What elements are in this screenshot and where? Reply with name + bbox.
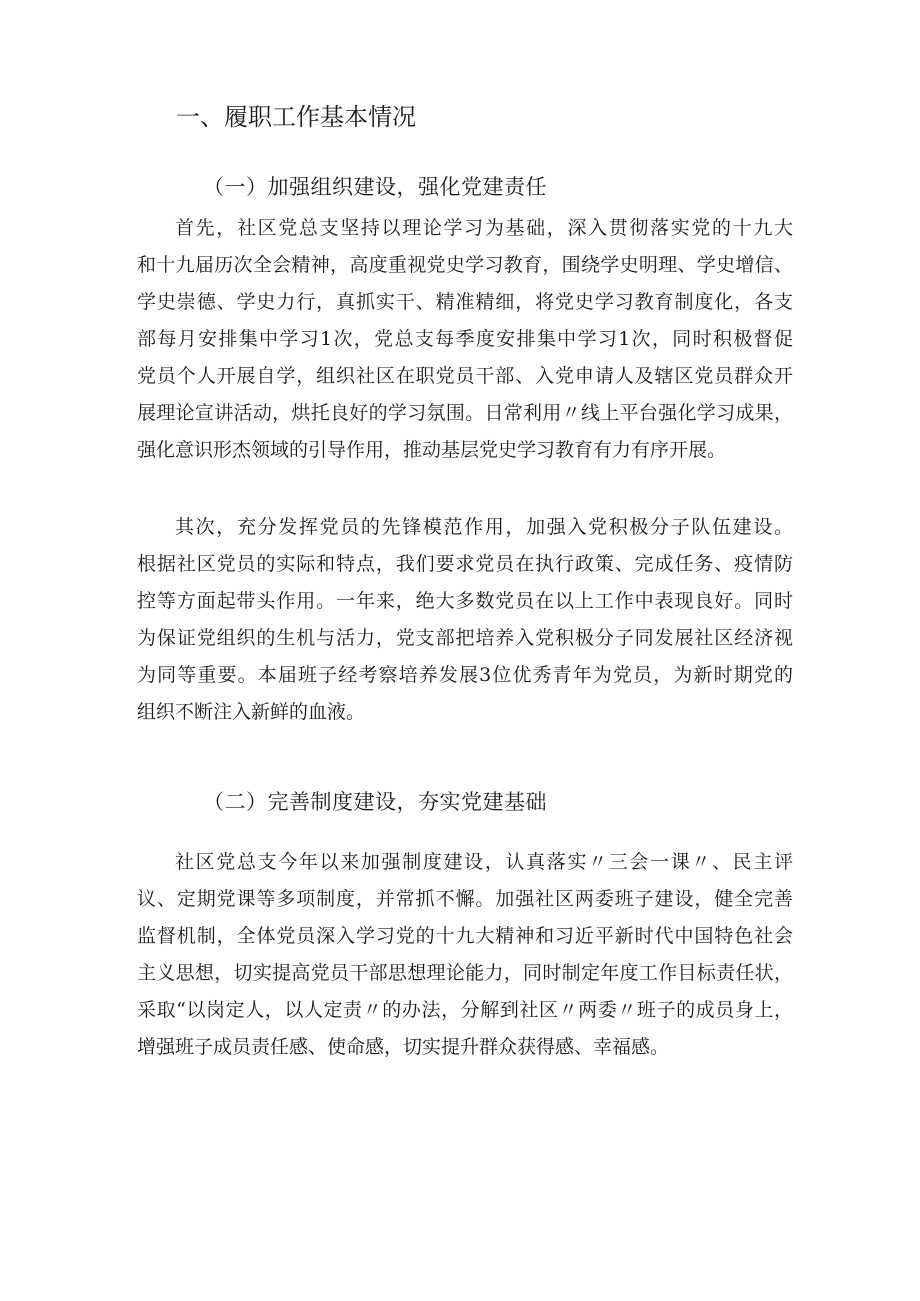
text-line: 组织不断注入新鲜的血液。	[137, 701, 366, 723]
text-line: 监督机制，全体党员深入学习党的十九大精神和习近平新时代中国特色社会	[137, 925, 793, 947]
section-2-title: （二）完善制度建设，夯实党建基础	[203, 790, 547, 814]
text-line: 党员个人开展自学，组织社区在职党员干部、入党申请人及辖区党员群众开	[137, 365, 793, 387]
text-line: 部每月安排集中学习1次，党总支每季度安排集中学习1次，同时积极督促	[137, 328, 793, 350]
text-line: 为同等重要。本届班子经考察培养发展3位优秀青年为党员，为新时期党的	[137, 664, 793, 686]
main-heading: 一、履职工作基本情况	[176, 103, 416, 131]
text-line: 为保证党组织的生机与活力，党支部把培养入党积极分子同发展社区经济视	[137, 627, 793, 649]
section-1-title: （一）加强组织建设，强化党建责任	[203, 175, 547, 199]
text-line: 展理论宣讲活动，烘托良好的学习氛围。日常利用〃线上平台强化学习成果，	[137, 402, 793, 424]
text-line: 和十九届历次全会精神，高度重视党史学习教育，围绕学史明理、学史增信、	[137, 254, 793, 276]
section-1-paragraph-1	[137, 210, 793, 469]
text-line: 议、定期党课等多项制度，并常抓不懈。加强社区两委班子建设，健全完善	[137, 888, 793, 910]
text-line: 根据社区党员的实际和特点，我们要求党员在执行政策、完成任务、疫情防	[137, 553, 793, 575]
text-line: 其次，充分发挥党员的先锋模范作用，加强入党积极分子队伍建设。	[175, 516, 793, 538]
text-line: 学史崇德、学史力行，真抓实干、精准精细，将党史学习教育制度化，各支	[137, 291, 793, 313]
text-line: 主义思想，切实提高党员干部思想理论能力，同时制定年度工作目标责任状，	[137, 962, 793, 984]
text-line: 控等方面起带头作用。一年来，绝大多数党员在以上工作中表现良好。同时	[137, 590, 793, 612]
text-line: 社区党总支今年以来加强制度建设，认真落实〃三会一课〃、民主评	[175, 851, 793, 873]
section-2-paragraph-1	[137, 844, 793, 1066]
text-line: 强化意识形杰领域的引导作用，推动基层党史学习教育有力有序开展。	[137, 439, 727, 461]
text-line: 增强班子成员责任感、使命感，切实提升群众获得感、幸福感。	[137, 1036, 670, 1058]
text-line: 首先，社区党总支坚持以理论学习为基础，深入贯彻落实党的十九大	[175, 217, 793, 239]
text-line: 采取“以岗定人，以人定责〃的办法，分解到社区〃两委〃班子的成员身上，	[137, 999, 793, 1021]
section-1-paragraph-2	[137, 509, 793, 731]
